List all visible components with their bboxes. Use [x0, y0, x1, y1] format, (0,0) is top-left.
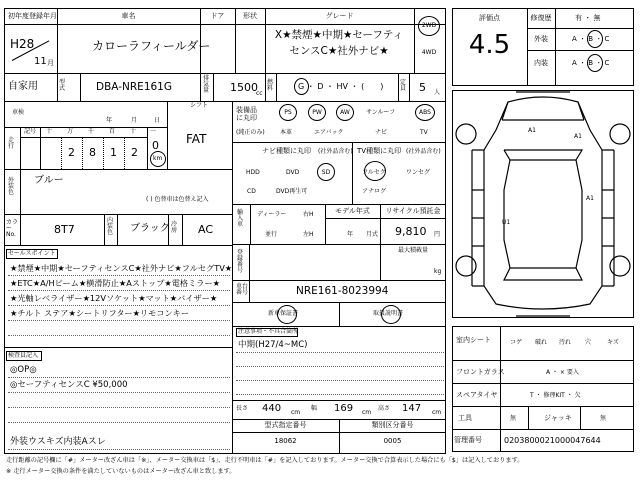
color-no-value: 8T7	[54, 223, 75, 236]
recycle-value: 9,810	[395, 225, 427, 238]
equip-navi: ナビ	[375, 129, 388, 136]
footer-line-1: 走行距離の記号欄に「#」メーター改ざん車は「※」、メーター交換車は「$」、走行不明車は「#」を記入しております。メーター交換で合算表示した場合にも「$」は記入しております。	[6, 457, 524, 464]
hgt-label: 高さ	[378, 405, 391, 412]
inspection-month-unit: 月	[131, 117, 138, 124]
car-roof	[504, 160, 582, 268]
nav-cd: CD	[247, 188, 256, 195]
spare-label: スペアタイヤ	[456, 391, 498, 399]
inspector-bottom: 外装ウスキズ内装Aスレ	[10, 437, 106, 447]
len-value: 440	[262, 403, 282, 414]
manual-label: 取扱説明書	[373, 310, 404, 317]
selling-point-line-1: ★ETC★A/Hビーム★横滑防止★Aストップ★電格ミラー★	[10, 278, 220, 288]
load-unit: kg	[434, 268, 442, 275]
seat-item-3: 穴	[585, 339, 592, 346]
interior-options: A ・ B ・ C	[572, 59, 610, 67]
reg-year-label: 初年度登録年月	[8, 12, 57, 20]
footer-line-2: ※ 走行メーター交換の条件を満たしていないものはメーター改ざん車と致します。	[6, 468, 236, 475]
nav-hdd: HDD	[246, 169, 260, 176]
fuel-selected-circle	[294, 78, 309, 95]
digit-unit-0: 十	[46, 128, 53, 135]
repair-label: 修復歴	[530, 14, 552, 22]
damage-mark-1: A1	[574, 133, 582, 140]
mileage-digit-1: 8	[89, 146, 96, 159]
equip-sunroof: サンルーフ	[366, 109, 396, 116]
ac-value: AC	[198, 223, 214, 236]
wheel-rear-left	[456, 256, 476, 276]
reg-month-value: 11	[34, 56, 47, 67]
tv-fullseg: フルセグ	[362, 169, 386, 176]
class-label: 類別区分番号	[371, 421, 414, 429]
car-body-outline	[484, 97, 602, 309]
use-value: 自家用	[8, 81, 38, 92]
steering-left: 左H	[303, 231, 314, 238]
type-code-value: 18062	[274, 437, 297, 445]
seat-label: 室内シート	[456, 336, 491, 344]
wheel-rear-right	[610, 256, 630, 276]
wid-value: 169	[334, 403, 354, 414]
repair-options: 有 ・ 無	[575, 14, 601, 22]
damage-mark-3: U1	[502, 219, 511, 226]
reg-no-label: 登録番号	[237, 249, 244, 274]
manual-circle	[381, 305, 401, 324]
equip-abs: ABS	[419, 109, 431, 116]
type-value: DBA-NRE161G	[96, 81, 172, 93]
model-month-unit: 月式	[366, 231, 379, 238]
equip-airbag: エアバック	[314, 129, 344, 136]
nav-dvd-play: DVD再生可	[276, 188, 308, 195]
color-value: ブルー	[34, 175, 64, 186]
glass-value: A ・ × 要入	[546, 369, 579, 376]
equip-ps: PS	[284, 109, 292, 116]
notes-line-1: 中期(H27/4~MC)	[238, 340, 308, 350]
cap-unit: 人	[434, 89, 441, 96]
cap-label: 定員	[400, 79, 407, 92]
jack-value: 無	[600, 415, 607, 422]
damage-mark-0: A1	[528, 127, 536, 134]
inspector-line-0: ◎OP◎	[10, 365, 37, 375]
tv-type-sub: (社外品含む)	[406, 148, 441, 155]
inspection-day-unit: 日	[154, 117, 161, 124]
door-line-right	[602, 190, 614, 246]
seat-item-1: 破れ	[535, 339, 548, 346]
car-damage-diagram	[452, 90, 634, 318]
equip-tv: TV	[420, 129, 428, 136]
model-value: カローラフィールダー	[92, 39, 211, 53]
color-note: ( ) 色替車は色替え記入	[146, 196, 209, 203]
selling-points-label: セールスポイント	[8, 250, 56, 257]
mileage-label: 走行	[8, 137, 15, 150]
equipment-label: 装備品に丸印	[236, 106, 257, 122]
model-year-label: モデル年式	[335, 207, 370, 215]
disp-label: 排気量	[203, 75, 210, 94]
len-unit: cm	[291, 409, 301, 416]
disp-unit: cc	[256, 90, 263, 97]
glass-label: フロントガラス	[456, 368, 505, 376]
grade-line-2: センスC★社外ナビ★	[289, 45, 389, 57]
tv-oneseg: ワンセグ	[406, 169, 431, 176]
mileage-digit-3: 2	[131, 146, 138, 159]
note-label: 記号	[24, 128, 37, 135]
inspector-line-1: ◎セーフティセンスC ¥50,000	[10, 380, 128, 390]
tv-analog: アナログ	[362, 188, 387, 195]
type-label: 型式	[59, 79, 66, 92]
recycle-unit: 円	[434, 231, 441, 238]
shift-value: FAT	[186, 132, 207, 146]
seat-item-0: コゲ	[510, 339, 523, 346]
rear-window	[504, 268, 582, 280]
hgt-value: 147	[402, 403, 422, 414]
inspector-label: 検査員記入	[8, 352, 39, 359]
mileage-digit-2: 1	[110, 146, 117, 159]
tv-type-label: TV種類に丸印	[357, 147, 402, 155]
exterior-options: A ・ B ・ C	[572, 35, 610, 43]
warranty-circle	[277, 305, 297, 324]
tools-value: 無	[510, 415, 517, 422]
selling-point-line-3: ★チルト ステア★シートリフター★リモコンキー	[10, 308, 190, 318]
seat-item-2: 汚れ	[559, 339, 572, 346]
inspection-label: 車検	[12, 109, 25, 116]
import-dealer: ディーラー	[257, 211, 287, 218]
unit-km-circle	[150, 151, 166, 167]
equip-aw: AW	[340, 109, 350, 116]
notes-label: 注意事項・不具合箇所	[238, 328, 299, 335]
mgmt-value: 0203800021000047644	[504, 436, 601, 445]
score-label: 評価点	[479, 14, 500, 22]
reg-year-value: H28	[10, 37, 35, 51]
color-no-label: カラーNo.	[6, 219, 19, 238]
exterior-selected-circle	[587, 30, 603, 48]
interior-label: 内装	[534, 59, 548, 67]
disp-value: 1500	[230, 81, 258, 94]
class-value: 0005	[383, 437, 402, 445]
door-label: ドア	[210, 12, 225, 20]
wid-label: 幅	[311, 405, 318, 412]
interior-color-label: 内装色	[107, 217, 114, 236]
model-year-unit: 年	[347, 231, 354, 238]
windshield	[504, 150, 582, 160]
tools-label: 工具	[458, 414, 472, 422]
nav-dvd: DVD	[286, 169, 300, 176]
wheel-front-right	[610, 124, 630, 144]
reg-month-unit: 月	[47, 59, 54, 67]
interior-color-value: ブラック	[130, 223, 170, 234]
mileage-digit-4: 0	[152, 139, 159, 152]
digit-unit-4: 十	[130, 128, 137, 135]
model-label: 車名	[121, 12, 136, 20]
drive-2wd: 2WD	[421, 22, 437, 29]
mileage-digit-0: 2	[68, 146, 75, 159]
drive-4wd: 4WD	[421, 49, 437, 56]
ac-label: 冷房	[171, 221, 178, 234]
shape-label: 形状	[243, 12, 257, 20]
chassis-value: NRE161-8023994	[296, 285, 389, 297]
warranty-label: 新車保証書	[268, 310, 299, 317]
digit-unit-2: 千	[88, 128, 95, 135]
equip-leather: 本革	[280, 129, 293, 136]
digit-unit-1: 万	[67, 128, 74, 135]
nav-type-label: ナビ種類に丸印	[262, 147, 311, 155]
type-code-label: 型式指定番号	[264, 421, 307, 429]
nav-sd: SD	[321, 169, 331, 176]
wid-unit: cm	[362, 409, 372, 416]
wheel-front-left	[456, 124, 476, 144]
door-line-left	[472, 190, 484, 246]
digit-unit-5: 一	[150, 128, 157, 135]
damage-mark-2: A1	[586, 195, 594, 202]
equip-pw: PW	[312, 109, 322, 116]
steering-right: 右H	[303, 211, 314, 218]
selling-point-line-2: ★光軸レベライザー★12Vソケット★マット★バイザー★	[10, 293, 218, 303]
shift-label: シフト	[190, 102, 209, 109]
interior-selected-circle	[587, 54, 603, 72]
score-value: 4.5	[468, 30, 511, 60]
fuel-options: G ・ D ・ HV ・ ( )	[298, 82, 384, 91]
digit-unit-3: 百	[109, 128, 116, 135]
jack-label: ジャッキ	[544, 414, 572, 422]
hgt-unit: cm	[432, 409, 442, 416]
seat-item-4: キズ	[607, 339, 619, 346]
import-label: 輸入車	[237, 209, 244, 228]
fuel-label: 燃料	[267, 79, 274, 92]
car-hood	[502, 102, 584, 120]
unit-km: km	[153, 155, 163, 162]
chassis-label: 車台番号	[236, 283, 249, 296]
spare-value: T ・ 修理KIT ・ 欠	[530, 392, 581, 399]
grade-line-1: X★禁煙★中期★セーフティ	[274, 29, 404, 41]
max-load-label: 最大積載量	[398, 247, 429, 254]
color-label: 外装色	[8, 177, 15, 196]
cap-value: 5	[419, 81, 426, 94]
len-label: 長さ	[236, 405, 249, 412]
selling-point-line-0: ★禁煙★中期★セーフティセンスC★社外ナビ★フルセグTV★	[10, 263, 233, 273]
equipment-sublabel: (純正のみ)	[236, 129, 265, 136]
mgmt-label: 管理番号	[454, 436, 482, 444]
import-parallel: 並行	[265, 231, 278, 238]
exterior-label: 外装	[534, 35, 548, 43]
grade-label: グレード	[325, 12, 354, 20]
inspection-year-unit: 年	[106, 117, 113, 124]
nav-type-sub: (社外品含む)	[318, 148, 353, 155]
recycle-label: リサイクル預託金	[385, 207, 441, 215]
